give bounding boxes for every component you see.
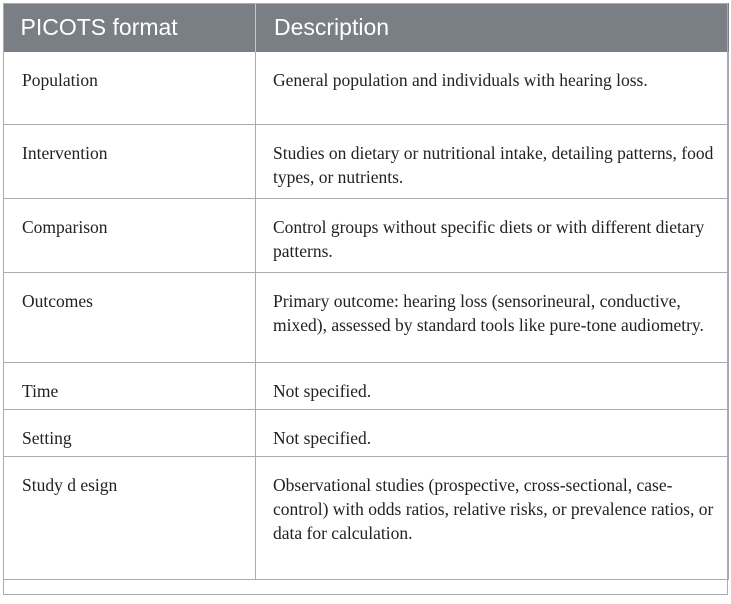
row-label-comparison: Comparison xyxy=(4,199,256,273)
table-row xyxy=(4,410,729,457)
table-row xyxy=(4,199,729,273)
row-description-time: Not specified. xyxy=(256,363,729,410)
table-row xyxy=(4,273,729,363)
row-label-time: Time xyxy=(4,363,256,410)
row-description-comparison: Control groups without specific diets or with different dietary patterns. xyxy=(256,199,729,273)
row-label-population: Population xyxy=(4,52,256,125)
table-row xyxy=(4,125,729,199)
header-picots-format: PICOTS format xyxy=(4,3,256,52)
row-label-outcomes: Outcomes xyxy=(4,273,256,363)
table-row xyxy=(4,363,729,410)
table-row xyxy=(4,52,729,125)
picots-table xyxy=(3,3,729,580)
row-description-study-design: Observational studies (prospective, cross-sectional, case-control) with odds ratios, relative risks, or prevalence ratios, or data for calculation. xyxy=(256,457,729,580)
row-description-intervention: Studies on dietary or nutritional intake, detailing patterns, food types, or nutrients. xyxy=(256,125,729,199)
row-label-setting: Setting xyxy=(4,410,256,457)
header-description: Description xyxy=(256,3,729,52)
row-description-outcomes: Primary outcome: hearing loss (sensorineural, conductive, mixed), assessed by standard tools like pure-tone audiometry. xyxy=(256,273,729,363)
row-label-intervention: Intervention xyxy=(4,125,256,199)
table-row xyxy=(4,457,729,580)
table-header-row xyxy=(4,3,729,52)
row-description-population: General population and individuals with hearing loss. xyxy=(256,52,729,125)
row-label-study-design: Study d esign xyxy=(4,457,256,580)
row-description-setting: Not specified. xyxy=(256,410,729,457)
